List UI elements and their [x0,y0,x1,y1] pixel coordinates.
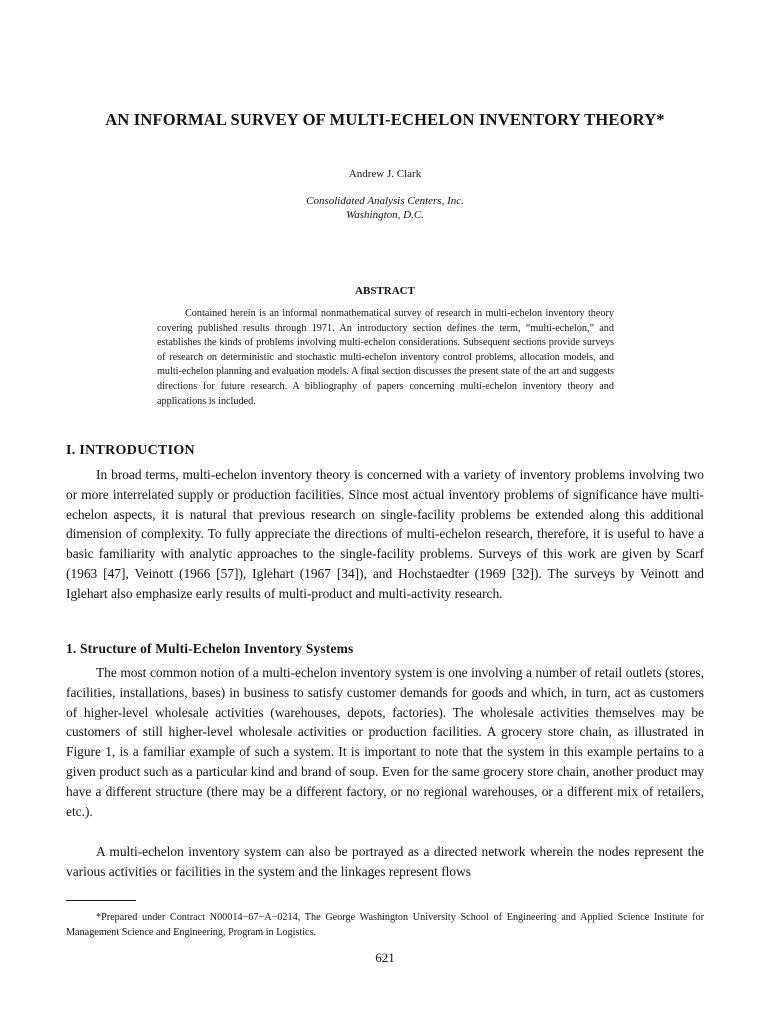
introduction-heading: I. INTRODUCTION [66,443,195,458]
paper-title: AN INFORMAL SURVEY OF MULTI-ECHELON INVENTORY THEORY* [105,110,665,129]
page-number: 621 [375,950,395,965]
introduction-paragraph: In broad terms, multi-echelon inventory theory is concerned with a variety of inventory problems involving two or more interrelated supply or production facilities. Since most actual inventory problems of significance have multi-echelon aspects, it is natural that previous research on single-facility problems be extended along this additional dimension of complexity. To fully appreciate the directions of multi-echelon research, therefore, it is useful to have a basic familiarity with analytic approaches to the single-facility problems. Surveys of this work are given by Scarf (1963 [47], Veinott (1966 [57]), Iglehart (1967 [34]), and Hochstaedter (1969 [32]). The surveys by Veinott and Iglehart also emphasize early results of multi-product and multi-activity research. [66,467,704,601]
footnote-divider [66,900,136,901]
abstract-text: Contained herein is an informal nonmathematical survey of research in multi-echelon inventory theory covering published results through 1971. An introductory section defines the term, “multi-echelon,” and establishes the kinds of problems involving multi-echelon considerations. Subsequent sections provide surveys of research on deterministic and stochastic multi-echelon inventory control problems, allocation models, and multi-echelon planning and evaluation models. A final section discusses the present state of the art and suggests directions for future research. A bibliography of papers concerning multi-echelon inventory theory and applications is included. [157,308,614,407]
structure-subsection-heading: 1. Structure of Multi-Echelon Inventory Systems [66,641,354,656]
footnote: *Prepared under Contract N00014−67−A−0214, The George Washington University School of Engineering and Applied Science Institute for Management Science and Engineering, Program in Logistics. [66,912,704,938]
abstract-heading: ABSTRACT [355,285,415,297]
affiliation-organization: Consolidated Analysis Centers, Inc. [306,195,464,207]
structure-paragraph-2: A multi-echelon inventory system can also be portrayed as a directed network wherein the nodes represent the various activities or facilities in the system and the linkages represent flows [66,844,704,879]
structure-paragraph-1: The most common notion of a multi-echelon inventory system is one involving a number of retail outlets (stores, facilities, installations, bases) in business to satisfy customer demands for goods and which, in turn, act as customers of higher-level wholesale activities (warehouses, depots, factories). The wholesale activities themselves may be customers of still higher-level wholesale activities or production facilities. A grocery store chain, as illustrated in Figure 1, is a familiar example of such a system. It is important to note that the system in this example pertains to a given product such as a particular kind and brand of soup. Even for the same grocery store chain, another product may have a different structure (there may be a different factory, or no regional warehouses, or a different mix of retailers, etc.). [66,665,704,819]
paper-page [66,0,704,1024]
author-name: Andrew J. Clark [348,168,422,180]
affiliation-location: Washington, D.C. [346,209,424,221]
